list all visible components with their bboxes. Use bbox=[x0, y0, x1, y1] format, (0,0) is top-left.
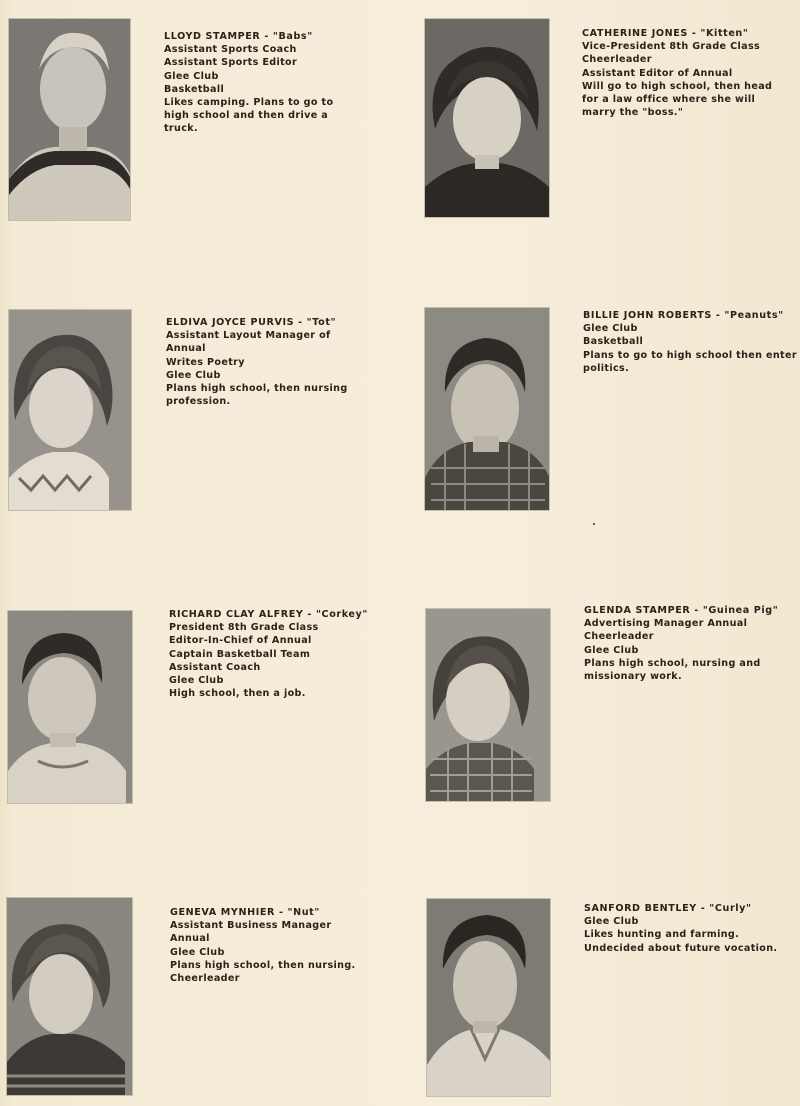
bio-line: Basketball bbox=[164, 83, 225, 95]
student-nickname: "Kitten" bbox=[700, 28, 749, 39]
student-photo-glenda-stamper bbox=[426, 609, 550, 801]
bio-line: Writes Poetry bbox=[166, 356, 245, 368]
student-photo-sanford-bentley bbox=[427, 899, 550, 1096]
name-separator: - bbox=[260, 31, 273, 42]
bio-line: high school and then drive a bbox=[164, 110, 329, 122]
bio-line: Undecided about future vocation. bbox=[584, 942, 778, 954]
bio-line: Advertising Manager Annual bbox=[584, 618, 748, 630]
bio-line: Cheerleader bbox=[584, 631, 654, 643]
bio-line: Glee Club bbox=[584, 916, 639, 928]
student-bio-eldiva-joyce-purvis bbox=[166, 316, 348, 408]
name-separator: - bbox=[690, 605, 703, 616]
student-photo-richard-clay-alfrey bbox=[8, 611, 132, 803]
student-nickname: "Corkey" bbox=[315, 609, 368, 620]
bio-line: Cheerleader bbox=[582, 54, 652, 66]
bio-line: Glee Club bbox=[170, 946, 225, 958]
student-bio-catherine-jones bbox=[582, 27, 772, 119]
student-name: CATHERINE JONES bbox=[582, 28, 688, 39]
bio-line: Cheerleader bbox=[170, 973, 240, 985]
bio-line: marry the "boss." bbox=[582, 107, 684, 119]
bio-line: Editor-In-Chief of Annual bbox=[169, 635, 312, 647]
bio-line: Vice-President 8th Grade Class bbox=[582, 41, 761, 53]
student-name: BILLIE JOHN ROBERTS bbox=[583, 310, 712, 321]
bio-line: Annual bbox=[170, 933, 210, 945]
bio-line: President 8th Grade Class bbox=[169, 622, 319, 634]
bio-line: Glee Club bbox=[583, 323, 638, 335]
bio-line: Annual bbox=[166, 343, 206, 355]
name-separator: - bbox=[294, 317, 307, 328]
bio-line: Assistant Business Manager bbox=[170, 920, 332, 932]
student-bio-glenda-stamper bbox=[584, 604, 778, 683]
bio-line: Assistant Coach bbox=[169, 661, 261, 673]
bio-line: missionary work. bbox=[584, 671, 683, 683]
name-separator: - bbox=[711, 310, 725, 321]
print-speck bbox=[593, 523, 595, 525]
student-name: LLOYD STAMPER bbox=[164, 31, 261, 42]
student-bio-billie-john-roberts bbox=[583, 309, 797, 375]
bio-line: Assistant Layout Manager of bbox=[166, 330, 331, 342]
student-photo-lloyd-stamper bbox=[9, 19, 130, 220]
student-nickname: "Curly" bbox=[709, 903, 752, 914]
student-photo-eldiva-joyce-purvis bbox=[9, 310, 131, 510]
bio-line: Plans high school, then nursing bbox=[166, 383, 348, 395]
student-nickname: "Nut" bbox=[287, 907, 320, 918]
student-bio-richard-clay-alfrey bbox=[169, 608, 368, 700]
bio-line: Glee Club bbox=[169, 675, 224, 687]
student-name: RICHARD CLAY ALFREY bbox=[169, 609, 304, 620]
bio-line: for a law office where she will bbox=[582, 94, 756, 106]
bio-line: Plans high school, then nursing. bbox=[170, 959, 356, 971]
student-bio-sanford-bentley bbox=[584, 902, 777, 955]
bio-line: Assistant Editor of Annual bbox=[582, 67, 733, 79]
student-nickname: "Peanuts" bbox=[724, 310, 784, 321]
student-nickname: "Tot" bbox=[306, 317, 337, 328]
student-nickname: "Guinea Pig" bbox=[702, 605, 779, 616]
bio-line: Plans high school, nursing and bbox=[584, 657, 761, 669]
student-bio-geneva-mynhier bbox=[170, 906, 356, 985]
name-separator: - bbox=[696, 903, 710, 914]
bio-line: Will go to high school, then head bbox=[582, 80, 773, 92]
bio-line: Likes hunting and farming. bbox=[584, 929, 740, 941]
student-nickname: "Babs" bbox=[272, 31, 313, 42]
bio-line: truck. bbox=[164, 123, 198, 135]
bio-line: Captain Basketball Team bbox=[169, 648, 311, 660]
bio-line: Glee Club bbox=[164, 70, 219, 82]
bio-line: High school, then a job. bbox=[169, 688, 306, 700]
student-bio-lloyd-stamper bbox=[164, 30, 333, 136]
name-separator: - bbox=[687, 28, 701, 39]
name-separator: - bbox=[303, 609, 316, 620]
bio-line: Assistant Sports Coach bbox=[164, 44, 297, 56]
bio-line: Assistant Sports Editor bbox=[164, 57, 298, 69]
name-separator: - bbox=[275, 907, 288, 918]
bio-line: Glee Club bbox=[166, 369, 221, 381]
student-name: SANFORD BENTLEY bbox=[584, 903, 697, 914]
student-name: GENEVA MYNHIER bbox=[170, 907, 276, 918]
student-photo-catherine-jones bbox=[425, 19, 549, 217]
bio-line: politics. bbox=[583, 362, 630, 374]
bio-line: Glee Club bbox=[584, 644, 639, 656]
bio-line: Basketball bbox=[583, 336, 644, 348]
student-photo-billie-john-roberts bbox=[425, 308, 549, 510]
student-name: GLENDA STAMPER bbox=[584, 605, 691, 616]
bio-line: Plans to go to high school then enter bbox=[583, 349, 797, 361]
bio-line: profession. bbox=[166, 396, 231, 408]
bio-line: Likes camping. Plans to go to bbox=[164, 97, 334, 109]
student-name: ELDIVA JOYCE PURVIS bbox=[166, 317, 295, 328]
student-photo-geneva-mynhier bbox=[7, 898, 132, 1095]
